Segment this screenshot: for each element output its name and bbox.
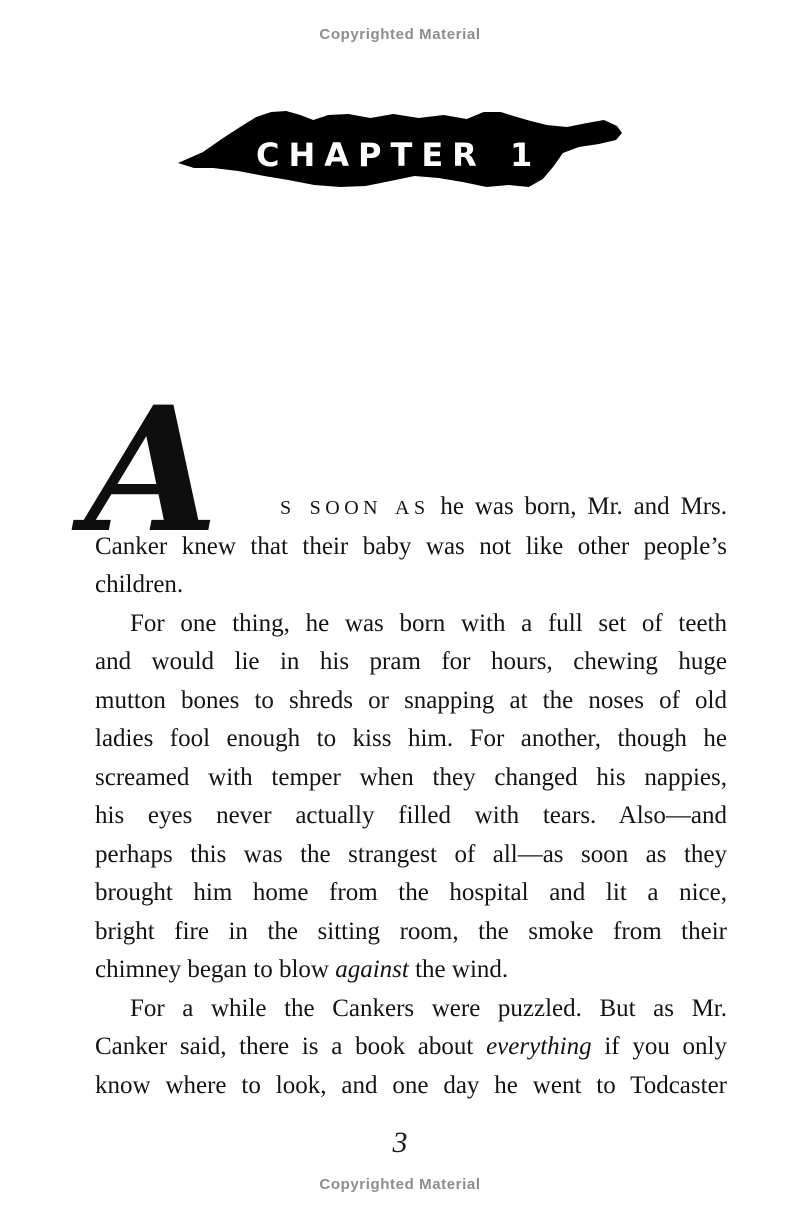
emphasized-text: against	[335, 956, 409, 983]
text-line	[95, 913, 727, 952]
text-segment: brought him home from the hospital and lit a nice,	[95, 879, 727, 906]
copyright-notice-top: Copyrighted Material	[319, 26, 481, 43]
text-segment: if you only	[591, 1033, 727, 1060]
text-segment: bright fire in the sitting room, the smoke from their	[95, 917, 727, 945]
text-segment: know where to look, and one day he went to Todcaster	[95, 1071, 727, 1099]
page-number: 3	[392, 1126, 408, 1159]
chapter-title: CHAPTER 1	[256, 136, 542, 174]
text-segment: screamed with temper when they changed his nappies,	[95, 763, 727, 791]
text-segment: Canker knew that their baby was not like other people’s	[95, 532, 727, 560]
text-segment: ladies fool enough to kiss him. For another, though he	[95, 725, 727, 752]
text-line	[95, 566, 727, 605]
text-line	[95, 605, 727, 644]
text-line	[95, 951, 727, 990]
text-segment: chimney began to blow	[95, 956, 336, 983]
body-text	[85, 368, 727, 1105]
text-line	[95, 874, 727, 913]
text-line	[95, 990, 727, 1029]
text-segment: children.	[95, 571, 184, 598]
copyright-notice-bottom: Copyrighted Material	[319, 1176, 481, 1193]
text-line	[95, 836, 727, 875]
body-paragraphs	[95, 488, 727, 1105]
chapter-banner	[178, 102, 624, 197]
text-segment: Canker said, there is a book about	[95, 1033, 487, 1060]
text-line	[95, 1028, 727, 1067]
text-segment: his eyes never actually filled with tears. Also—and	[95, 802, 727, 829]
drop-cap-letter: A	[85, 368, 219, 571]
text-segment: the wind.	[408, 956, 509, 983]
text-line	[95, 797, 727, 836]
opening-small-caps: S SOON AS	[280, 497, 430, 519]
text-segment: For one thing, he was born with a full set of teeth	[130, 609, 727, 637]
text-line	[95, 1067, 727, 1106]
text-line	[95, 643, 727, 682]
text-segment: and would lie in his pram for hours, chewing huge	[95, 648, 727, 675]
text-line	[95, 720, 727, 759]
text-segment: perhaps this was the strangest of all—as soon as they	[95, 840, 727, 868]
text-segment: he was born, Mr. and Mrs.	[440, 493, 727, 520]
text-line	[95, 682, 727, 721]
emphasized-text: everything	[486, 1033, 592, 1060]
text-segment: For a while the Cankers were puzzled. But as Mr.	[130, 994, 727, 1022]
text-line	[95, 759, 727, 798]
text-segment: mutton bones to shreds or snapping at the noses of old	[95, 686, 727, 714]
